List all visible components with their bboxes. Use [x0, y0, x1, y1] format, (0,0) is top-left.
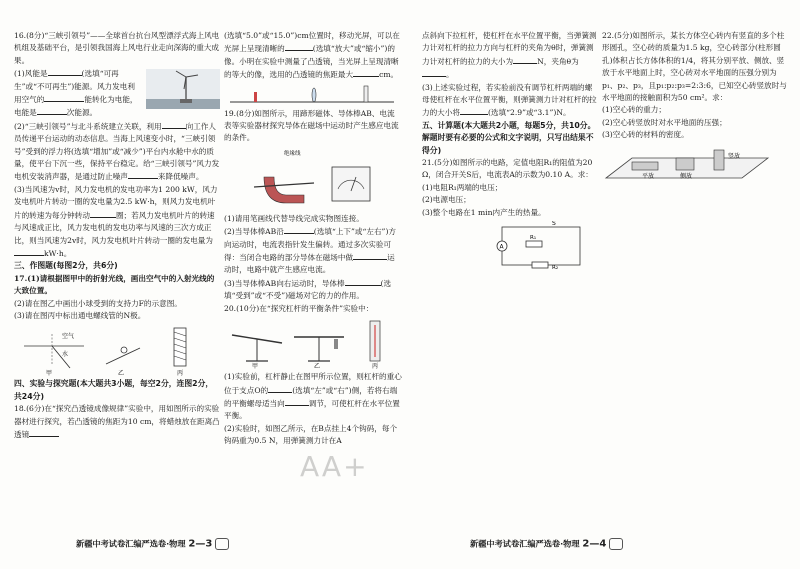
q22-part1: (1)空心砖的重力；	[602, 105, 666, 115]
wind-turbine-photo	[146, 69, 220, 109]
q20-head: 20.(10分)在“探究杠杆的平衡条件”实验中：	[224, 303, 374, 313]
answer-blank[interactable]	[268, 384, 292, 393]
answer-blank[interactable]	[128, 170, 158, 179]
question-19	[224, 108, 402, 145]
section-5-title: 五、计算题(本大题共2小题，每题5分，共10分。解题时要有必要的公式和文字说明，只写出结果不得分)	[422, 120, 596, 155]
q17-head: 17.(1)请根据图甲中的折射光线，画出空气中的入射光线的大致位置。	[14, 273, 215, 296]
fig22-side-label: 侧放	[680, 172, 693, 180]
q20-part1	[224, 371, 402, 423]
q16-2a: (2)“三峡引领号”与北斗系统建立关联，利用	[14, 121, 162, 131]
fig17-label-a: 甲	[46, 370, 53, 377]
q20-3b: (选填“2.9”或“3.1”)N。	[487, 108, 571, 118]
answer-blank[interactable]	[44, 93, 84, 102]
q19-3a: (3)当导体棒AB向右运动时，导体棒	[224, 278, 345, 288]
answer-blank[interactable]	[460, 106, 488, 115]
fig21-r2-label: R₂	[552, 265, 559, 272]
q20-1: (1)实验前，杠杆静止在图甲所示位置，则杠杆的重心位于支点O的	[224, 372, 402, 395]
figure-20	[224, 317, 402, 369]
question-16	[14, 30, 220, 67]
figure-19	[224, 147, 402, 211]
fig17-water-label: 水	[62, 351, 69, 359]
section-4-title: 四、实验与探究题(本大题共3小题，每空2分，连图2分，共24分)	[14, 379, 214, 401]
answer-blank[interactable]	[284, 225, 314, 234]
q18-head: 18.(6分)在“探究凸透镜成像规律”实验中，用如图所示的实验器材进行探究，若凸透镜的焦距为10 cm，将蜡烛放在距离凸透镜	[14, 404, 220, 439]
column-3	[422, 30, 598, 273]
column-4	[602, 30, 790, 186]
column-2	[224, 30, 402, 448]
q18-cont3: cm。	[379, 70, 399, 80]
footer-right	[470, 538, 623, 550]
q22-part3: (3)空心砖的材料的密度。	[602, 130, 689, 140]
answer-blank[interactable]	[353, 68, 379, 77]
q18-continued	[224, 30, 402, 82]
fig19-insulation-label: 绝缘线	[284, 150, 301, 157]
answer-blank[interactable]	[285, 42, 313, 51]
fig20-label-c: 丙	[372, 363, 379, 370]
footer-page-right: 2—4	[582, 538, 607, 550]
q16-2d: 来降低噪声。	[157, 172, 204, 182]
q20-3: (3)上述实验过程，若实验前没有调节杠杆两端的螺母使杠杆在水平位置平衡，则弹簧测力计对杠杆的拉力的大小将	[422, 82, 597, 118]
answer-blank[interactable]	[14, 247, 44, 256]
q16-2b: 向工作人员传递平台运动的动态信息。当海上风速变小时，“三峡引领号”受到的浮力将	[14, 121, 216, 156]
figure-21-circuit	[492, 221, 598, 271]
logo-icon	[609, 538, 623, 550]
fig20-label-b: 乙	[314, 363, 321, 370]
answer-blank[interactable]	[29, 428, 59, 437]
figure-18	[224, 84, 402, 106]
q21-part2: (2)电源电压；	[422, 195, 471, 205]
q20-cont3: 。	[446, 70, 454, 80]
q16-part2	[14, 120, 220, 184]
answer-blank[interactable]	[353, 251, 387, 260]
answer-blank[interactable]	[162, 120, 186, 129]
question-22	[602, 30, 790, 104]
q16-2c: (选填“增加”或“减少”)平台内水舱中水的质量，使平台下沉一些，保持平台稳定。给“三峡引领号”风力发电机安装消声器，是通过防止噪声	[14, 146, 220, 182]
q20-part2: (2)实验时，如图乙所示，在B点挂上4个钩码，每个钩码重为0.5 N，用弹簧测力计在A	[224, 423, 398, 446]
fig17-air-label: 空气	[62, 333, 75, 341]
q19-part1: (1)请用笔画线代替导线完成实物图连接。	[224, 213, 364, 223]
question-21	[422, 157, 598, 182]
footer-left	[76, 538, 229, 550]
fig22-upright-label: 竖放	[728, 152, 741, 160]
answer-blank[interactable]	[37, 106, 67, 115]
question-17	[14, 273, 220, 298]
column-1	[14, 30, 220, 441]
question-18	[14, 403, 220, 441]
q16-3b: 圈；若风力发电机叶片的转速与风速成正比，风力发电机的发电功率与风速的三次方成正比，则当风速为2v时，风力发电机叶片转动一圈的发电量为	[14, 210, 215, 245]
q16-1c: 能转化为电能，电能是	[14, 95, 138, 118]
q20-1b: (选填“左”或“右”)侧，若将右端的平衡螺母适当向	[224, 385, 398, 408]
answer-blank[interactable]	[285, 397, 309, 406]
fig17-label-b: 乙	[118, 370, 125, 377]
footer-title-right: 新疆中考试卷汇编严选卷·物理	[470, 538, 580, 549]
q17-part3: (3)请在图丙中标出通电螺线管的N极。	[14, 310, 146, 320]
q19-2c: 运动时，电路中就产生感应电流。	[224, 253, 395, 275]
q16-1b: (选填“可再生”或“不可再生”)能源。风力发电利用空气的	[14, 69, 135, 105]
fig22-flat-label: 平放	[642, 172, 655, 180]
footer-page-left: 2—3	[188, 538, 213, 550]
answer-blank[interactable]	[48, 67, 82, 76]
q20-part3	[422, 82, 598, 120]
q16-1a: (1)风能是	[14, 69, 48, 79]
figure-17	[14, 324, 220, 376]
fig21-switch-label: S	[552, 221, 556, 228]
q18-cont: (选填“5.0”或“15.0”)cm位置时，移动光屏，可以在光屏上呈现清晰的	[224, 31, 400, 54]
fig17-label-c: 丙	[177, 370, 184, 377]
q16-3c: kW·h。	[44, 248, 72, 258]
figure-22-bricks	[602, 144, 790, 184]
q19-part3	[224, 277, 402, 303]
q19-3b: (选填“受到”或“不受”)磁场对它的力的作用。	[224, 278, 392, 301]
q20-continued	[422, 30, 598, 82]
q19-2b: (选填“上下”或“左右”)方向运动时，电流表指针发生偏转。通过多次实验可得：当闭合电路的部分导体在磁场中做	[224, 227, 396, 263]
q16-head: 16.(8分)“三峡引领号”——全球首台抗台风型漂浮式海上风电机组及基础平台，是引领我国海上风电行业走向深海的重大成果。	[14, 31, 220, 65]
answer-blank[interactable]	[513, 55, 537, 64]
watermark: AA+	[300, 450, 369, 483]
q20-cont2: N，夹角θ为	[537, 56, 579, 66]
logo-icon	[215, 538, 229, 550]
question-20	[224, 303, 402, 315]
footer-title-left: 新疆中考试卷汇编严选卷·物理	[76, 538, 186, 549]
fig20-label-a: 甲	[252, 363, 259, 370]
q19-part2	[224, 225, 402, 277]
answer-blank[interactable]	[345, 277, 381, 286]
q21-head: 21.(5分)如图所示的电路，定值电阻R₁的阻值为20 Ω，闭合开关S后，电流表A的示数为0.10 A。求：	[422, 158, 593, 180]
q21-part1: (1)电阻R₁两端的电压；	[422, 182, 503, 192]
q17-part2: (2)请在图乙中画出小球受到的支持力F的示意图。	[14, 298, 182, 308]
answer-blank[interactable]	[422, 68, 446, 77]
q19-2a: (2)当导体棒AB沿	[224, 227, 284, 237]
q16-3a: (3)当风速为v时，风力发电机的发电功率为1 200 kW，风力发电机叶片转动一圈的发电量为2.5 kW·h，则风力发电机叶片的转速为每分钟转动	[14, 184, 218, 220]
q18-cont2: (选填“放大”或“缩小”)的像。小明在实验中测量了凸透镜，当光屏上呈现清晰的等大的像，选用的凸透镜的焦距最大	[224, 44, 399, 80]
q22-part2: (2)空心砖竖放时对水平地面的压强；	[602, 117, 727, 127]
q16-1d: 次能源。	[66, 108, 98, 118]
q16-part3	[14, 184, 220, 260]
fig21-ammeter-label: A	[499, 243, 504, 251]
q20-1c: 调节，可使杠杆在水平位置平衡。	[224, 398, 400, 421]
answer-blank[interactable]	[90, 209, 116, 218]
q20-cont: 点斜向下拉杠杆，使杠杆在水平位置平衡，当弹簧测力计对杠杆的拉力方向与杠杆的夹角为θ时，弹簧测力计对杠杆的拉力的大小为	[422, 31, 597, 66]
q21-part3: (3)整个电路在1 min内产生的热量。	[422, 207, 546, 217]
fig21-r1-label: R₁	[530, 235, 537, 242]
q19-head: 19.(8分)如图所示，用蹄形磁体、导体棒AB、电流表等实验器材探究导体在磁场中运动时产生感应电流的条件。	[224, 108, 399, 143]
q22-head: 22.(5分)如图所示，某长方体空心砖内有竖直的多个柱形圆孔，空心砖的质量为1.5 kg，空心砖部分(柱形圆孔)体积占长方体体积的1/4，将其分别平放、侧放、竖放于水平地面上时，空心砖对水平地面的压强分别为p₁、p₂、p₃，且p₁:p₂:p₃=2:3:6，已知空心砖竖放时与水平地面的接触面积为50 cm²。求：	[602, 31, 787, 103]
section-3-title: 三、作图题(每图2分，共6分)	[14, 261, 118, 271]
